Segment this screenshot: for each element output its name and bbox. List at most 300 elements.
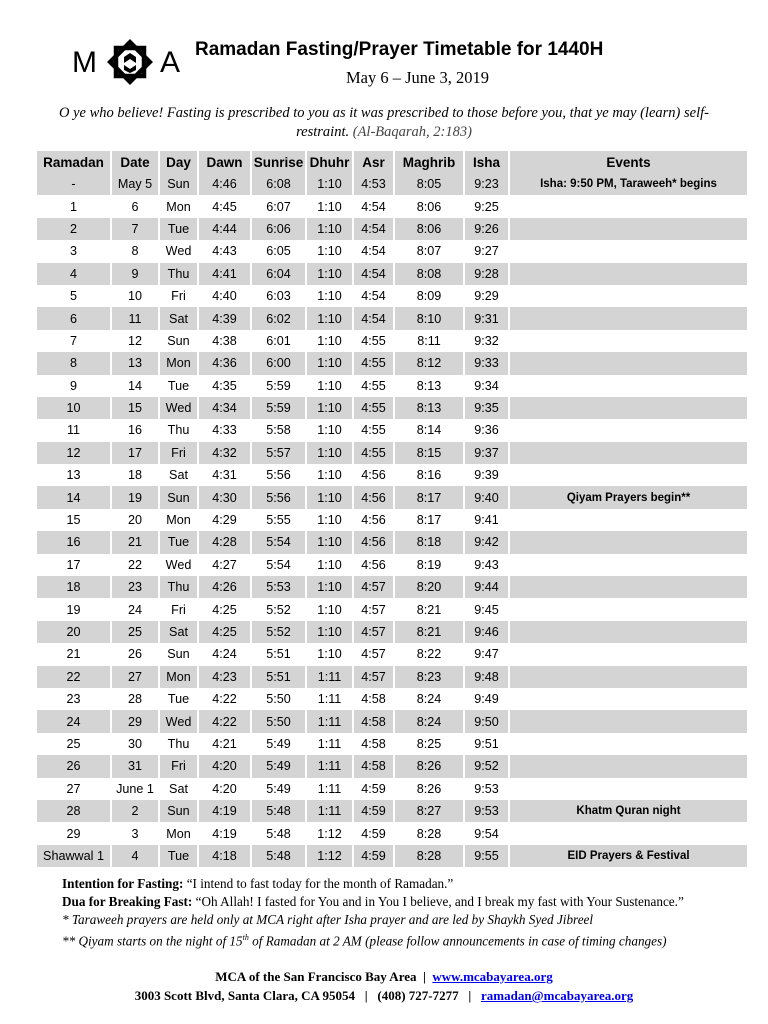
cell-day: Mon: [159, 666, 198, 688]
cell-dawn: 4:31: [198, 464, 251, 486]
column-header-ramadan: Ramadan: [37, 151, 111, 173]
cell-isha: 9:41: [464, 509, 509, 531]
cell-dawn: 4:22: [198, 688, 251, 710]
cell-ramadan: 14: [37, 486, 111, 508]
cell-dawn: 4:26: [198, 576, 251, 598]
cell-ramadan: 16: [37, 531, 111, 553]
cell-date: 12: [111, 330, 159, 352]
cell-maghrib: 8:17: [394, 509, 464, 531]
cell-day: Thu: [159, 733, 198, 755]
cell-sunrise: 5:49: [251, 755, 306, 777]
cell-dhuhr: 1:10: [306, 531, 353, 553]
cell-events: [509, 688, 747, 710]
footer-line-2: [0, 986, 768, 1005]
table-row: [37, 576, 747, 598]
cell-events: [509, 576, 747, 598]
cell-date: 4: [111, 845, 159, 867]
cell-maghrib: 8:24: [394, 710, 464, 732]
cell-ramadan: 12: [37, 442, 111, 464]
qiyam-note-sup: th: [242, 933, 249, 942]
cell-events: [509, 598, 747, 620]
cell-events: [509, 263, 747, 285]
column-header-events: Events: [509, 151, 747, 173]
cell-day: Tue: [159, 218, 198, 240]
dua-line: [62, 893, 752, 911]
footer: [0, 967, 768, 1005]
table-row: [37, 195, 747, 217]
cell-sunrise: 5:51: [251, 643, 306, 665]
cell-sunrise: 5:49: [251, 778, 306, 800]
cell-isha: 9:48: [464, 666, 509, 688]
cell-ramadan: 4: [37, 263, 111, 285]
cell-isha: 9:39: [464, 464, 509, 486]
table-row: [37, 554, 747, 576]
cell-isha: 9:51: [464, 733, 509, 755]
cell-sunrise: 6:02: [251, 307, 306, 329]
table-row: [37, 397, 747, 419]
cell-date: 7: [111, 218, 159, 240]
cell-date: 3: [111, 822, 159, 844]
cell-date: 18: [111, 464, 159, 486]
cell-day: Thu: [159, 263, 198, 285]
cell-dhuhr: 1:11: [306, 688, 353, 710]
cell-ramadan: 21: [37, 643, 111, 665]
cell-ramadan: 15: [37, 509, 111, 531]
cell-events: [509, 195, 747, 217]
cell-day: Mon: [159, 822, 198, 844]
cell-dhuhr: 1:10: [306, 486, 353, 508]
cell-isha: 9:23: [464, 173, 509, 195]
cell-maghrib: 8:13: [394, 375, 464, 397]
table-row: [37, 666, 747, 688]
cell-day: Sun: [159, 800, 198, 822]
cell-date: 9: [111, 263, 159, 285]
cell-isha: 9:53: [464, 800, 509, 822]
table-row: [37, 240, 747, 262]
cell-asr: 4:54: [353, 195, 394, 217]
cell-isha: 9:40: [464, 486, 509, 508]
table-row: [37, 486, 747, 508]
footer-separator: |: [354, 988, 378, 1003]
mca-logo: [72, 36, 186, 88]
cell-events: [509, 330, 747, 352]
cell-ramadan: 3: [37, 240, 111, 262]
column-header-isha: Isha: [464, 151, 509, 173]
cell-events: [509, 375, 747, 397]
cell-maghrib: 8:17: [394, 486, 464, 508]
cell-ramadan: 27: [37, 778, 111, 800]
cell-dhuhr: 1:10: [306, 464, 353, 486]
cell-sunrise: 5:49: [251, 733, 306, 755]
table-header-row: [37, 151, 747, 173]
cell-dhuhr: 1:10: [306, 397, 353, 419]
cell-isha: 9:45: [464, 598, 509, 620]
cell-maghrib: 8:21: [394, 621, 464, 643]
table-row: [37, 330, 747, 352]
cell-dawn: 4:32: [198, 442, 251, 464]
cell-date: 8: [111, 240, 159, 262]
cell-maghrib: 8:26: [394, 755, 464, 777]
taraweeh-note: * Taraweeh prayers are held only at MCA right after Isha prayer and are led by Shaykh Syed Jibreel: [62, 912, 594, 927]
cell-day: Sun: [159, 173, 198, 195]
cell-isha: 9:32: [464, 330, 509, 352]
cell-ramadan: 6: [37, 307, 111, 329]
cell-dawn: 4:33: [198, 419, 251, 441]
cell-maghrib: 8:22: [394, 643, 464, 665]
cell-events: [509, 733, 747, 755]
cell-asr: 4:54: [353, 307, 394, 329]
footer-org: MCA of the San Francisco Bay Area: [215, 969, 417, 984]
cell-events: [509, 240, 747, 262]
cell-ramadan: 23: [37, 688, 111, 710]
cell-date: 17: [111, 442, 159, 464]
cell-isha: 9:28: [464, 263, 509, 285]
logo-star-icon: [104, 36, 156, 88]
cell-sunrise: 5:48: [251, 800, 306, 822]
page-subtitle: May 6 – June 3, 2019: [346, 68, 489, 87]
cell-asr: 4:54: [353, 240, 394, 262]
table-row: [37, 778, 747, 800]
cell-asr: 4:55: [353, 375, 394, 397]
cell-events: Isha: 9:50 PM, Taraweeh* begins: [509, 173, 747, 195]
cell-dawn: 4:25: [198, 598, 251, 620]
cell-asr: 4:57: [353, 576, 394, 598]
column-header-dhuhr: Dhuhr: [306, 151, 353, 173]
quote-reference: (Al-Baqarah, 2:183): [352, 124, 472, 140]
cell-dawn: 4:46: [198, 173, 251, 195]
cell-dhuhr: 1:10: [306, 195, 353, 217]
cell-dawn: 4:43: [198, 240, 251, 262]
cell-dhuhr: 1:12: [306, 822, 353, 844]
cell-isha: 9:33: [464, 352, 509, 374]
cell-sunrise: 5:51: [251, 666, 306, 688]
table-row: [37, 218, 747, 240]
footer-separator: |: [458, 988, 481, 1003]
cell-asr: 4:58: [353, 755, 394, 777]
table-row: [37, 621, 747, 643]
cell-events: [509, 307, 747, 329]
cell-ramadan: 29: [37, 822, 111, 844]
email-link[interactable]: ramadan@mcabayarea.org: [480, 988, 634, 1003]
cell-ramadan: 18: [37, 576, 111, 598]
page-title: Ramadan Fasting/Prayer Timetable for 1440H: [195, 39, 604, 60]
cell-sunrise: 5:59: [251, 375, 306, 397]
footer-phone: (408) 727-7277: [377, 988, 459, 1003]
cell-isha: 9:35: [464, 397, 509, 419]
cell-dawn: 4:34: [198, 397, 251, 419]
cell-ramadan: 20: [37, 621, 111, 643]
cell-sunrise: 5:53: [251, 576, 306, 598]
cell-dawn: 4:25: [198, 621, 251, 643]
cell-sunrise: 6:08: [251, 173, 306, 195]
cell-maghrib: 8:27: [394, 800, 464, 822]
cell-dawn: 4:18: [198, 845, 251, 867]
table-row: [37, 419, 747, 441]
cell-events: [509, 218, 747, 240]
cell-events: [509, 419, 747, 441]
table-row: [37, 173, 747, 195]
cell-ramadan: 17: [37, 554, 111, 576]
cell-events: [509, 666, 747, 688]
cell-date: 10: [111, 285, 159, 307]
cell-maghrib: 8:15: [394, 442, 464, 464]
cell-events: EID Prayers & Festival: [509, 845, 747, 867]
cell-dawn: 4:20: [198, 778, 251, 800]
cell-date: May 5: [111, 173, 159, 195]
cell-maghrib: 8:06: [394, 195, 464, 217]
cell-ramadan: 26: [37, 755, 111, 777]
cell-day: Mon: [159, 509, 198, 531]
cell-asr: 4:57: [353, 621, 394, 643]
cell-dhuhr: 1:10: [306, 307, 353, 329]
cell-day: Sun: [159, 330, 198, 352]
cell-dawn: 4:30: [198, 486, 251, 508]
footer-separator: |: [416, 969, 433, 984]
cell-maghrib: 8:12: [394, 352, 464, 374]
cell-maghrib: 8:28: [394, 822, 464, 844]
cell-ramadan: 22: [37, 666, 111, 688]
cell-isha: 9:27: [464, 240, 509, 262]
cell-asr: 4:55: [353, 352, 394, 374]
cell-isha: 9:46: [464, 621, 509, 643]
cell-day: Wed: [159, 240, 198, 262]
cell-asr: 4:55: [353, 442, 394, 464]
cell-ramadan: 5: [37, 285, 111, 307]
cell-asr: 4:57: [353, 666, 394, 688]
cell-asr: 4:58: [353, 688, 394, 710]
cell-dhuhr: 1:11: [306, 778, 353, 800]
cell-day: Tue: [159, 845, 198, 867]
cell-asr: 4:59: [353, 778, 394, 800]
cell-date: 2: [111, 800, 159, 822]
cell-day: Fri: [159, 442, 198, 464]
cell-asr: 4:55: [353, 330, 394, 352]
table-row: [37, 643, 747, 665]
cell-date: 22: [111, 554, 159, 576]
cell-asr: 4:59: [353, 800, 394, 822]
cell-dawn: 4:45: [198, 195, 251, 217]
table-row: [37, 352, 747, 374]
cell-sunrise: 5:54: [251, 531, 306, 553]
column-header-asr: Asr: [353, 151, 394, 173]
cell-sunrise: 6:06: [251, 218, 306, 240]
cell-dawn: 4:39: [198, 307, 251, 329]
cell-sunrise: 6:01: [251, 330, 306, 352]
cell-asr: 4:53: [353, 173, 394, 195]
qiyam-note: [62, 929, 752, 950]
cell-asr: 4:58: [353, 733, 394, 755]
timetable: [37, 151, 747, 867]
cell-isha: 9:25: [464, 195, 509, 217]
table-row: [37, 845, 747, 867]
cell-events: [509, 285, 747, 307]
cell-ramadan: 10: [37, 397, 111, 419]
cell-isha: 9:47: [464, 643, 509, 665]
cell-dhuhr: 1:10: [306, 352, 353, 374]
cell-dhuhr: 1:12: [306, 845, 353, 867]
cell-ramadan: 7: [37, 330, 111, 352]
cell-dawn: 4:38: [198, 330, 251, 352]
cell-isha: 9:52: [464, 755, 509, 777]
cell-day: Sun: [159, 486, 198, 508]
cell-dhuhr: 1:10: [306, 509, 353, 531]
cell-day: Sat: [159, 307, 198, 329]
column-header-dawn: Dawn: [198, 151, 251, 173]
qiyam-note-prefix: ** Qiyam starts on the night of 15: [62, 933, 243, 949]
cell-sunrise: 5:50: [251, 688, 306, 710]
cell-date: 29: [111, 710, 159, 732]
cell-asr: 4:56: [353, 554, 394, 576]
cell-ramadan: 11: [37, 419, 111, 441]
cell-isha: 9:54: [464, 822, 509, 844]
cell-maghrib: 8:19: [394, 554, 464, 576]
cell-date: June 1: [111, 778, 159, 800]
cell-ramadan: -: [37, 173, 111, 195]
cell-dawn: 4:20: [198, 755, 251, 777]
cell-asr: 4:55: [353, 419, 394, 441]
table-row: [37, 688, 747, 710]
cell-maghrib: 8:11: [394, 330, 464, 352]
cell-events: Khatm Quran night: [509, 800, 747, 822]
cell-day: Mon: [159, 352, 198, 374]
cell-maghrib: 8:25: [394, 733, 464, 755]
cell-sunrise: 5:54: [251, 554, 306, 576]
cell-dhuhr: 1:10: [306, 419, 353, 441]
cell-day: Fri: [159, 285, 198, 307]
cell-date: 24: [111, 598, 159, 620]
cell-day: Wed: [159, 554, 198, 576]
cell-isha: 9:29: [464, 285, 509, 307]
cell-events: [509, 755, 747, 777]
cell-dhuhr: 1:11: [306, 710, 353, 732]
cell-sunrise: 6:00: [251, 352, 306, 374]
cell-date: 25: [111, 621, 159, 643]
cell-sunrise: 6:04: [251, 263, 306, 285]
cell-ramadan: 28: [37, 800, 111, 822]
qiyam-note-suffix: of Ramadan at 2 AM (please follow announcements in case of timing changes): [248, 933, 667, 949]
website-link[interactable]: www.mcabayarea.org: [432, 969, 553, 984]
cell-day: Fri: [159, 755, 198, 777]
column-header-sunrise: Sunrise: [251, 151, 306, 173]
cell-ramadan: 1: [37, 195, 111, 217]
table-row: [37, 531, 747, 553]
cell-ramadan: 8: [37, 352, 111, 374]
cell-isha: 9:26: [464, 218, 509, 240]
cell-events: [509, 554, 747, 576]
cell-dawn: 4:27: [198, 554, 251, 576]
footer-address: 3003 Scott Blvd, Santa Clara, CA 95054: [134, 988, 355, 1003]
cell-isha: 9:49: [464, 688, 509, 710]
cell-dhuhr: 1:11: [306, 666, 353, 688]
cell-day: Sun: [159, 643, 198, 665]
cell-asr: 4:56: [353, 486, 394, 508]
cell-sunrise: 5:59: [251, 397, 306, 419]
notes-section: [62, 875, 752, 950]
table-row: [37, 822, 747, 844]
intention-text: “I intend to fast today for the month of Ramadan.”: [186, 876, 454, 891]
cell-sunrise: 5:48: [251, 822, 306, 844]
table-row: [37, 263, 747, 285]
cell-asr: 4:55: [353, 397, 394, 419]
cell-sunrise: 6:07: [251, 195, 306, 217]
cell-date: 20: [111, 509, 159, 531]
cell-date: 6: [111, 195, 159, 217]
cell-sunrise: 5:58: [251, 419, 306, 441]
cell-asr: 4:54: [353, 263, 394, 285]
table-row: [37, 464, 747, 486]
cell-isha: 9:37: [464, 442, 509, 464]
cell-ramadan: 19: [37, 598, 111, 620]
cell-events: [509, 531, 747, 553]
cell-dhuhr: 1:10: [306, 263, 353, 285]
intention-label: Intention for Fasting:: [62, 876, 184, 891]
cell-dawn: 4:24: [198, 643, 251, 665]
cell-isha: 9:55: [464, 845, 509, 867]
cell-date: 14: [111, 375, 159, 397]
cell-day: Wed: [159, 710, 198, 732]
cell-asr: 4:56: [353, 531, 394, 553]
cell-dawn: 4:35: [198, 375, 251, 397]
cell-day: Thu: [159, 576, 198, 598]
cell-asr: 4:56: [353, 464, 394, 486]
cell-isha: 9:44: [464, 576, 509, 598]
logo-letter-a: A: [160, 46, 181, 79]
table-row: [37, 755, 747, 777]
cell-dawn: 4:19: [198, 822, 251, 844]
cell-dawn: 4:36: [198, 352, 251, 374]
cell-dhuhr: 1:10: [306, 643, 353, 665]
cell-dhuhr: 1:10: [306, 554, 353, 576]
cell-sunrise: 5:48: [251, 845, 306, 867]
cell-date: 27: [111, 666, 159, 688]
cell-date: 11: [111, 307, 159, 329]
cell-maghrib: 8:23: [394, 666, 464, 688]
cell-events: [509, 710, 747, 732]
cell-events: [509, 352, 747, 374]
cell-date: 30: [111, 733, 159, 755]
cell-dhuhr: 1:11: [306, 733, 353, 755]
cell-events: [509, 822, 747, 844]
cell-sunrise: 5:52: [251, 621, 306, 643]
cell-day: Tue: [159, 688, 198, 710]
table-row: [37, 710, 747, 732]
cell-dhuhr: 1:10: [306, 375, 353, 397]
cell-ramadan: 25: [37, 733, 111, 755]
cell-events: [509, 643, 747, 665]
table-row: [37, 375, 747, 397]
cell-day: Tue: [159, 531, 198, 553]
cell-events: Qiyam Prayers begin**: [509, 486, 747, 508]
cell-isha: 9:36: [464, 419, 509, 441]
cell-dhuhr: 1:10: [306, 621, 353, 643]
table-row: [37, 598, 747, 620]
cell-maghrib: 8:16: [394, 464, 464, 486]
cell-maghrib: 8:14: [394, 419, 464, 441]
table-row: [37, 800, 747, 822]
cell-dhuhr: 1:11: [306, 755, 353, 777]
cell-maghrib: 8:21: [394, 598, 464, 620]
cell-maghrib: 8:10: [394, 307, 464, 329]
cell-dhuhr: 1:11: [306, 800, 353, 822]
cell-asr: 4:54: [353, 285, 394, 307]
cell-date: 21: [111, 531, 159, 553]
cell-ramadan: 2: [37, 218, 111, 240]
cell-day: Tue: [159, 375, 198, 397]
cell-ramadan: 24: [37, 710, 111, 732]
cell-events: [509, 509, 747, 531]
cell-day: Sat: [159, 778, 198, 800]
cell-isha: 9:50: [464, 710, 509, 732]
